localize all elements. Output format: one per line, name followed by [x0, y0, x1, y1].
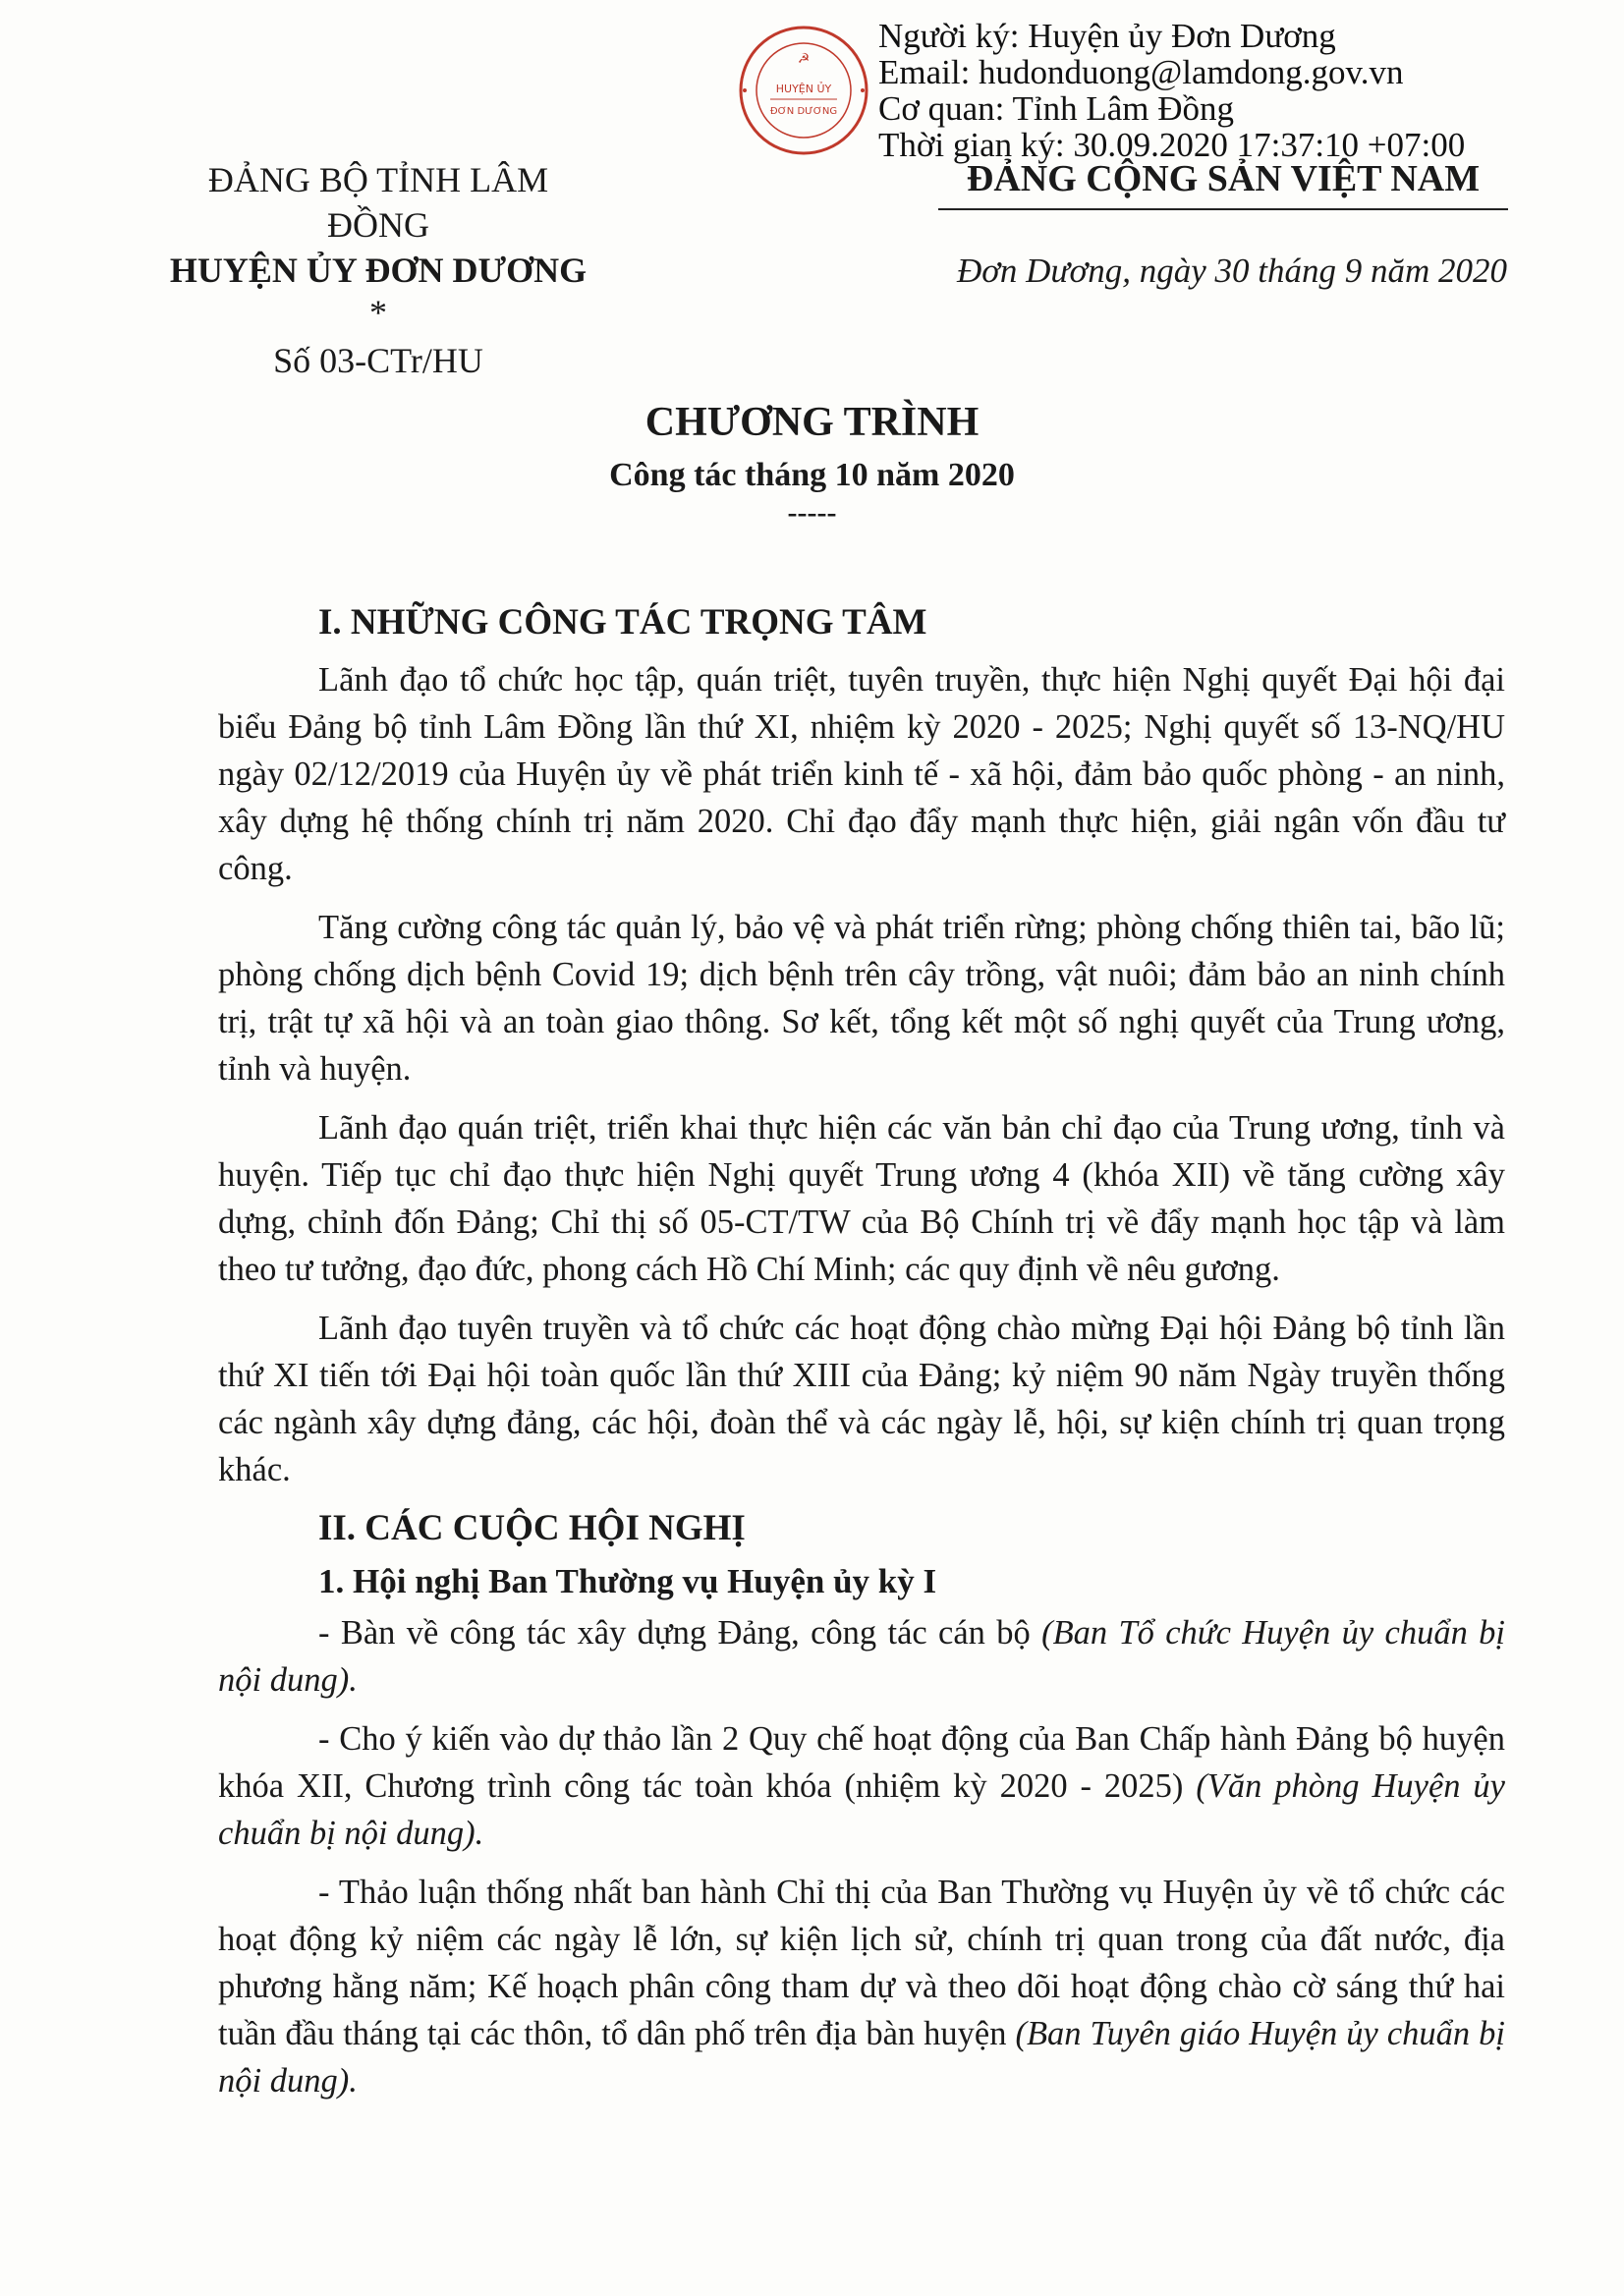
paragraph: Lãnh đạo tuyên truyền và tổ chức các hoạt động chào mừng Đại hội Đảng bộ tỉnh lần thứ XI tiến tới Đại hội toàn quốc lần thứ XIII của Đảng; kỷ niệm 90 năm Ngày truyền thống các ngành xây dựng đảng, các hội, đoàn thể và các ngày lễ, hội, sự kiện chính trị quan trọng khác.	[218, 1310, 1505, 1488]
paragraph: Lãnh đạo quán triệt, triển khai thực hiện các văn bản chỉ đạo của Trung ương, tỉnh và huyện. Tiếp tục chỉ đạo thực hiện Nghị quyết Trung ương 4 (khóa XII) về tăng cường xây dựng, chỉnh đốn Đảng; Chỉ thị số 05-CT/TW của Bộ Chính trị về đẩy mạnh học tập và làm theo tư tưởng, đạo đức, phong cách Hồ Chí Minh; các quy định về nêu gương.	[218, 1109, 1505, 1288]
item-text: - Thảo luận thống nhất ban hành Chỉ thị của Ban Thường vụ Huyện ủy về tổ chức các hoạt động kỷ niệm các ngày lễ lớn, sự kiện lịch sử, chính trị quan trong của đất nước, địa phương hằng năm; Kế hoạch phân công tham dự và theo dõi hoạt động chào cờ sáng thứ hai tuần đầu tháng tại các thôn, tổ dân phố trên địa bàn huyện	[218, 1874, 1505, 2052]
subsection-heading: 1. Hội nghị Ban Thường vụ Huyện ủy kỳ I	[318, 1562, 937, 1600]
agency-line: Cơ quan: Tỉnh Lâm Đồng	[878, 89, 1234, 128]
document-title-block	[0, 397, 1624, 529]
party-name: ĐẢNG CỘNG SẢN VIỆT NAM	[966, 158, 1481, 199]
title-dashes: -----	[787, 496, 837, 529]
seal-inner-bottom: ĐƠN DƯƠNG	[769, 106, 838, 117]
section-heading: II. CÁC CUỘC HỘI NGHỊ	[318, 1508, 746, 1548]
issuing-organization: HUYỆN ỦY ĐƠN DƯƠNG	[169, 251, 588, 290]
item-text: - Cho ý kiến vào dự thảo lần 2 Quy chế hoạt động của Ban Chấp hành Đảng bộ huyện khóa XII, Chương trình công tác toàn khóa (nhiệm kỳ 2020 - 2025)	[218, 1720, 1505, 1805]
paragraph: Lãnh đạo tổ chức học tập, quán triệt, tuyên truyền, thực hiện Nghị quyết Đại hội đại biểu Đảng bộ tỉnh Lâm Đồng lần thứ XI, nhiệm kỳ 2020 - 2025; Nghị quyết số 13-NQ/HU ngày 02/12/2019 của Huyện ủy về phát triển kinh tế - xã hội, đảm bảo quốc phòng - an ninh, xây dựng hệ thống chính trị năm 2020. Chỉ đạo đẩy mạnh thực hiện, giải ngân vốn đầu tư công.	[218, 661, 1505, 887]
seal-inner-top: HUYỆN ỦY	[775, 83, 832, 95]
item-note: (Văn phòng Huyện ủy chuẩn bị nội dung).	[218, 1767, 1505, 1852]
issuer-header	[157, 157, 599, 383]
item-text: - Bàn về công tác xây dựng Đảng, công tác cán bộ	[318, 1614, 1042, 1652]
section-heading: I. NHỮNG CÔNG TÁC TRỌNG TÂM	[318, 602, 927, 643]
list-item	[218, 1715, 1505, 1857]
star-separator: *	[369, 293, 387, 332]
place-date: Đơn Dương, ngày 30 tháng 9 năm 2020	[956, 252, 1507, 290]
email-line: Email: hudonduong@lamdong.gov.vn	[878, 53, 1404, 91]
parent-organization: ĐẢNG BỘ TỈNH LÂM ĐỒNG	[207, 160, 549, 245]
sign-time-line: Thời gian ký: 30.09.2020 17:37:10 +07:00	[878, 126, 1466, 164]
document-subtitle: Công tác tháng 10 năm 2020	[609, 457, 1015, 493]
header-underline	[938, 208, 1508, 210]
national-header	[933, 157, 1513, 291]
party-seal-icon	[735, 22, 872, 159]
item-note: (Ban Tổ chức Huyện ủy chuẩn bị nội dung).	[218, 1614, 1505, 1699]
document-title: CHƯƠNG TRÌNH	[644, 400, 980, 445]
list-item	[218, 1869, 1505, 2104]
document-number: Số 03-CTr/HU	[273, 341, 483, 380]
item-note: (Ban Tuyên giáo Huyện ủy chuẩn bị nội dung).	[218, 2015, 1505, 2100]
paragraph: Tăng cường công tác quản lý, bảo vệ và phát triển rừng; phòng chống thiên tai, bão lũ; phòng chống dịch bệnh Covid 19; dịch bệnh trên cây trồng, vật nuôi; đảm bảo an ninh chính trị, trật tự xã hội và an toàn giao thông. Sơ kết, tổng kết một số nghị quyết của Trung ương, tỉnh và huyện.	[218, 909, 1505, 1088]
document-body	[218, 599, 1505, 2116]
list-item	[218, 1609, 1505, 1704]
digital-signature-block	[878, 18, 1465, 163]
signer-line: Người ký: Huyện ủy Đơn Dương	[878, 17, 1336, 55]
svg-text:☭: ☭	[797, 51, 811, 67]
